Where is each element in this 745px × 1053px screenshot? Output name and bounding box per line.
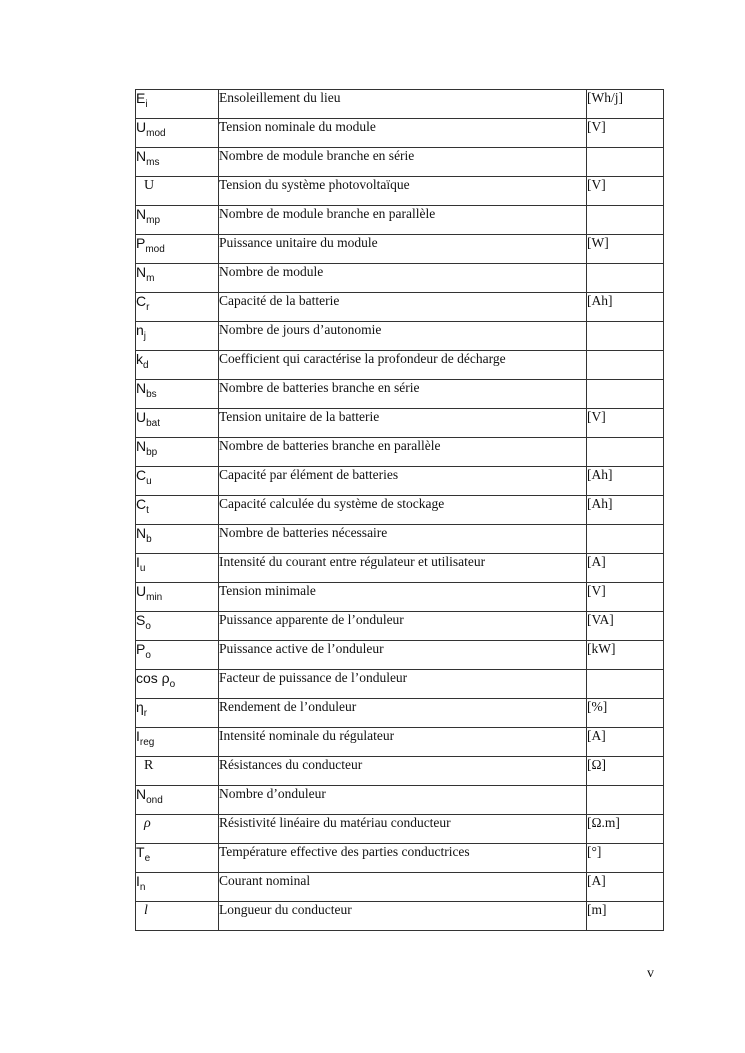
table-row (136, 496, 664, 525)
symbol-cell (136, 235, 219, 264)
table-row (136, 148, 664, 177)
symbol-cell (136, 786, 219, 815)
table-row (136, 728, 664, 757)
symbol-base: R (144, 758, 154, 773)
symbol-base: E (136, 90, 146, 106)
symbol-cell (136, 554, 219, 583)
unit-cell: [%] (587, 699, 664, 728)
unit-cell (587, 322, 664, 351)
symbol (136, 496, 149, 516)
symbol-base: N (136, 264, 147, 280)
symbol-cell (136, 177, 219, 206)
symbol-subscript: u (139, 563, 146, 574)
symbol-cell (136, 815, 219, 844)
unit-cell: [A] (587, 728, 664, 757)
description-cell: Résistances du conducteur (219, 757, 587, 786)
symbol-base: N (136, 525, 147, 541)
table-row (136, 90, 664, 119)
description-cell: Nombre de jours d’autonomie (219, 322, 587, 351)
description-cell: Intensité nominale du régulateur (219, 728, 587, 757)
description-cell: Résistivité linéaire du matériau conducteur (219, 815, 587, 844)
description-cell: Nombre d’onduleur (219, 786, 587, 815)
symbol (136, 554, 146, 574)
symbol-cell (136, 409, 219, 438)
unit-cell: [kW] (587, 641, 664, 670)
symbol-subscript: m (146, 273, 155, 284)
symbol-cell (136, 90, 219, 119)
description-cell: Nombre de batteries nécessaire (219, 525, 587, 554)
symbol-base: ρ (144, 816, 151, 831)
symbol-cell (136, 380, 219, 409)
symbol (136, 409, 161, 429)
symbol-subscript: o (169, 679, 176, 690)
symbol-subscript: d (143, 360, 149, 371)
unit-cell: [Wh/j] (587, 90, 664, 119)
symbol-cell (136, 496, 219, 525)
unit-cell: [V] (587, 177, 664, 206)
table-row (136, 554, 664, 583)
symbol-subscript: u (146, 476, 152, 487)
unit-cell (587, 148, 664, 177)
description-cell: Capacité calculée du système de stockage (219, 496, 587, 525)
symbol (136, 670, 176, 690)
symbol-subscript: ond (146, 795, 163, 806)
symbol-subscript: min (146, 592, 163, 603)
table-row (136, 235, 664, 264)
symbol-base: P (136, 641, 146, 657)
symbol-base: N (136, 438, 147, 454)
symbol (136, 758, 153, 773)
symbol (136, 467, 152, 487)
symbol-cell (136, 322, 219, 351)
symbol-base: S (136, 612, 146, 628)
symbol (136, 438, 158, 458)
page-number: v (647, 966, 654, 981)
description-cell: Nombre de batteries branche en série (219, 380, 587, 409)
symbol-base: l (144, 903, 148, 918)
symbol (136, 90, 148, 110)
unit-cell: [A] (587, 554, 664, 583)
symbol-subscript: reg (139, 737, 155, 748)
symbol (136, 322, 147, 342)
symbol-subscript: b (146, 534, 152, 545)
unit-cell (587, 351, 664, 380)
table-row (136, 699, 664, 728)
unit-cell: [V] (587, 119, 664, 148)
symbol-subscript: bp (146, 447, 158, 458)
symbol-base: I (136, 873, 140, 889)
symbol-subscript: r (146, 302, 150, 313)
unit-cell: [°] (587, 844, 664, 873)
symbol-subscript: ms (146, 157, 160, 168)
description-cell: Tension unitaire de la batterie (219, 409, 587, 438)
symbol-base: N (136, 206, 147, 222)
description-cell: Nombre de module branche en série (219, 148, 587, 177)
description-cell: Puissance unitaire du module (219, 235, 587, 264)
symbol (136, 293, 150, 313)
table-row (136, 438, 664, 467)
symbol-cell (136, 467, 219, 496)
symbol-subscript: t (146, 505, 149, 516)
symbol-base: C (136, 293, 147, 309)
unit-cell: [Ω.m] (587, 815, 664, 844)
symbol-subscript: mod (145, 244, 165, 255)
table-row (136, 351, 664, 380)
table-row (136, 815, 664, 844)
symbol-subscript: mp (146, 215, 161, 226)
unit-cell (587, 380, 664, 409)
symbol-cell (136, 757, 219, 786)
description-cell: Nombre de batteries branche en parallèle (219, 438, 587, 467)
table-row (136, 409, 664, 438)
table-row (136, 844, 664, 873)
table-row (136, 380, 664, 409)
symbol (136, 351, 149, 371)
symbol-subscript: bat (146, 418, 161, 429)
description-cell: Capacité de la batterie (219, 293, 587, 322)
description-cell: Puissance apparente de l’onduleur (219, 612, 587, 641)
symbol (136, 206, 161, 226)
symbol (136, 583, 163, 603)
symbol (136, 873, 146, 893)
symbol (136, 728, 155, 748)
symbol-base: n (136, 322, 144, 338)
unit-cell: [m] (587, 902, 664, 931)
unit-cell (587, 670, 664, 699)
symbol-base: U (136, 583, 147, 599)
table-row (136, 264, 664, 293)
symbol-cell (136, 902, 219, 931)
table-row (136, 583, 664, 612)
unit-cell: [Ah] (587, 293, 664, 322)
symbol-base: N (136, 786, 147, 802)
symbol-cell (136, 699, 219, 728)
symbol (136, 612, 151, 632)
symbol (136, 264, 155, 284)
symbol-cell (136, 264, 219, 293)
unit-cell: [Ω] (587, 757, 664, 786)
symbol (136, 380, 157, 400)
unit-cell (587, 438, 664, 467)
symbol-cell (136, 728, 219, 757)
symbol-subscript: bs (146, 389, 157, 400)
symbol (136, 786, 163, 806)
unit-cell (587, 206, 664, 235)
symbol (136, 641, 151, 661)
description-cell: Tension du système photovoltaïque (219, 177, 587, 206)
description-cell: Intensité du courant entre régulateur et utilisateur (219, 554, 587, 583)
symbol-cell (136, 612, 219, 641)
table-row (136, 873, 664, 902)
description-cell: Température effective des parties conductrices (219, 844, 587, 873)
symbol (136, 844, 151, 864)
symbol-subscript: o (145, 650, 151, 661)
unit-cell: [Ah] (587, 496, 664, 525)
description-cell: Capacité par élément de batteries (219, 467, 587, 496)
symbol-base: N (136, 148, 147, 164)
symbol-cell (136, 119, 219, 148)
unit-cell: [VA] (587, 612, 664, 641)
unit-cell: [A] (587, 873, 664, 902)
unit-cell: [V] (587, 583, 664, 612)
symbol-cell (136, 438, 219, 467)
description-cell: Puissance active de l’onduleur (219, 641, 587, 670)
description-cell: Ensoleillement du lieu (219, 90, 587, 119)
symbol-subscript: mod (146, 128, 166, 139)
description-cell: Facteur de puissance de l’onduleur (219, 670, 587, 699)
unit-cell (587, 525, 664, 554)
symbol-base: k (136, 351, 143, 367)
unit-cell: [V] (587, 409, 664, 438)
symbol (136, 903, 148, 918)
symbol-base: cos ρ (136, 670, 170, 686)
symbol-cell (136, 873, 219, 902)
table-row (136, 467, 664, 496)
symbol-subscript: e (144, 853, 151, 864)
description-cell: Nombre de module branche en parallèle (219, 206, 587, 235)
table-row (136, 206, 664, 235)
description-cell: Tension minimale (219, 583, 587, 612)
unit-cell: [Ah] (587, 467, 664, 496)
symbol (136, 699, 148, 719)
table-row (136, 119, 664, 148)
table-row (136, 322, 664, 351)
unit-cell (587, 264, 664, 293)
symbol-base: U (136, 409, 147, 425)
symbol-cell (136, 351, 219, 380)
description-cell: Nombre de module (219, 264, 587, 293)
symbol-cell (136, 583, 219, 612)
nomenclature-body (136, 90, 664, 931)
symbol-base: U (136, 119, 147, 135)
symbol-base: T (136, 844, 145, 860)
symbol-subscript: j (143, 331, 147, 342)
symbol-cell (136, 641, 219, 670)
table-row (136, 757, 664, 786)
symbol-cell (136, 293, 219, 322)
description-cell: Tension nominale du module (219, 119, 587, 148)
symbol-cell (136, 844, 219, 873)
symbol (136, 178, 154, 193)
symbol-base: I (136, 728, 140, 744)
symbol (136, 525, 152, 545)
symbol-base: P (136, 235, 146, 251)
symbol-base: η (136, 699, 144, 715)
table-row (136, 641, 664, 670)
symbol-subscript: n (139, 882, 146, 893)
table-row (136, 670, 664, 699)
description-cell: Rendement de l’onduleur (219, 699, 587, 728)
symbol-cell (136, 206, 219, 235)
table-row (136, 786, 664, 815)
symbol-base: U (144, 178, 155, 193)
unit-cell (587, 786, 664, 815)
symbol-cell (136, 525, 219, 554)
table-row (136, 902, 664, 931)
symbol-subscript: o (145, 621, 151, 632)
nomenclature-table (135, 89, 664, 931)
table-row (136, 293, 664, 322)
description-cell: Longueur du conducteur (219, 902, 587, 931)
description-cell: Coefficient qui caractérise la profondeur de décharge (219, 351, 587, 380)
symbol (136, 119, 166, 139)
symbol-base: C (136, 467, 147, 483)
symbol (136, 816, 151, 831)
symbol-base: N (136, 380, 147, 396)
symbol (136, 235, 165, 255)
symbol-base: I (136, 554, 140, 570)
table-row (136, 177, 664, 206)
symbol-subscript: r (143, 708, 148, 719)
table-row (136, 525, 664, 554)
symbol-cell (136, 148, 219, 177)
symbol-base: C (136, 496, 147, 512)
description-cell: Courant nominal (219, 873, 587, 902)
symbol-subscript: i (145, 99, 148, 110)
table-row (136, 612, 664, 641)
unit-cell: [W] (587, 235, 664, 264)
symbol (136, 148, 160, 168)
symbol-cell (136, 670, 219, 699)
